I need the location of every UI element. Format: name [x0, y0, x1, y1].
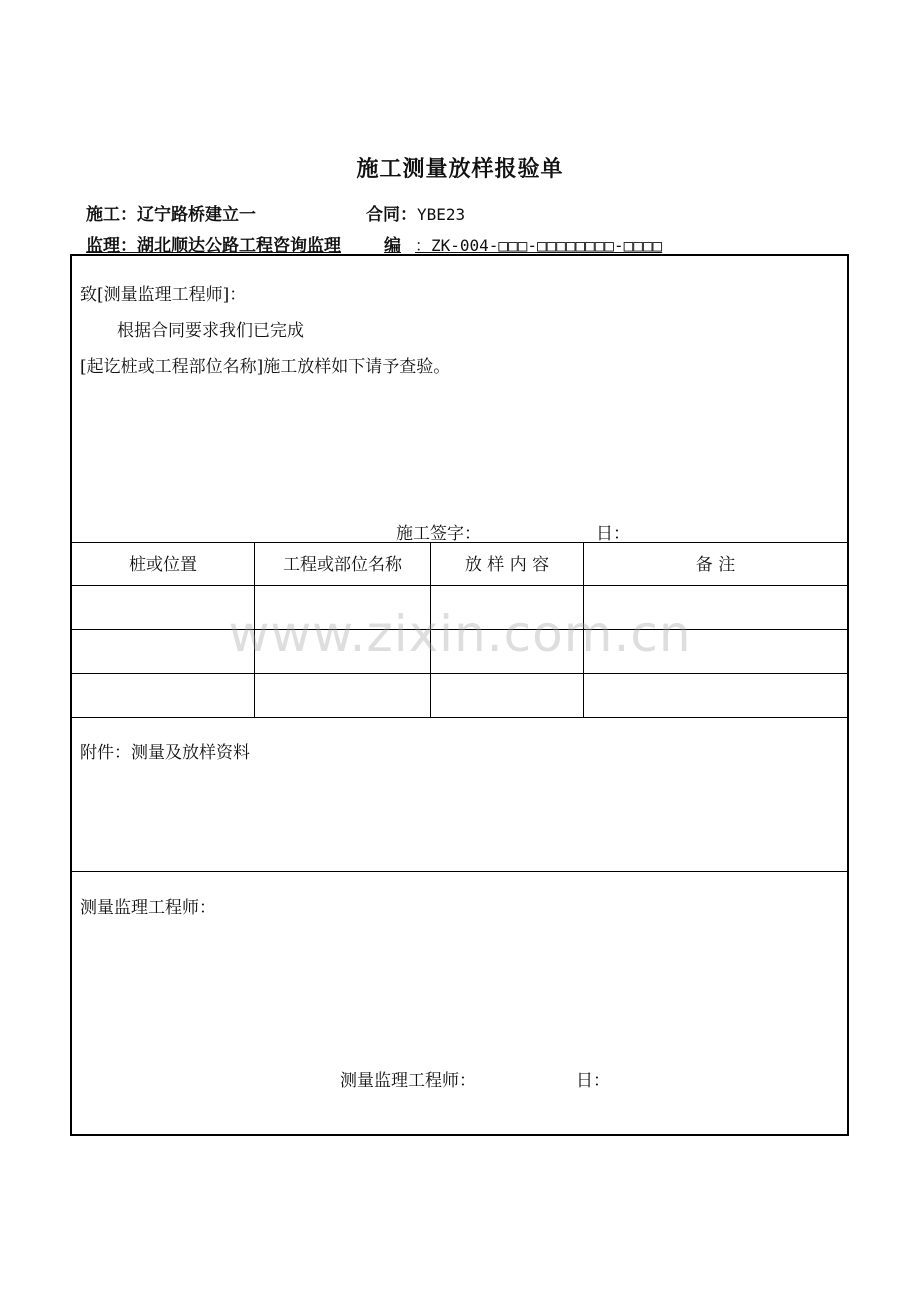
column-header-staking-content: 放 样 内 容 — [464, 555, 550, 575]
table-cell[interactable] — [431, 631, 583, 673]
contractor-date-label: 日： — [596, 524, 630, 544]
table-cell[interactable] — [584, 675, 847, 717]
table-cell[interactable] — [584, 631, 847, 673]
table-cell[interactable] — [431, 675, 583, 717]
section-divider — [72, 871, 847, 872]
page-title: 施工测量放样报验单 — [356, 157, 564, 182]
column-header-position: 桩或位置 — [129, 555, 197, 575]
table-cell[interactable] — [584, 587, 847, 629]
contractor-label: 施工： — [86, 205, 137, 225]
supervisor-line — [86, 231, 341, 256]
form-frame — [70, 254, 849, 1136]
engineer-date-label: 日： — [576, 1071, 610, 1091]
supervisor-label: 监理： — [86, 236, 137, 256]
code-label: 编 — [384, 236, 401, 256]
contractor-line — [86, 200, 256, 225]
contract-line — [366, 200, 465, 225]
table-top-border — [72, 542, 847, 543]
table-cell[interactable] — [72, 631, 254, 673]
contractor-sign-label: 施工签字： — [396, 524, 481, 544]
table-cell[interactable] — [72, 675, 254, 717]
watermark-text: www.zixin.com.cn — [228, 605, 692, 663]
table-cell[interactable] — [255, 631, 430, 673]
attachment-label: 附件：测量及放样资料 — [80, 743, 250, 763]
table-row-border — [72, 629, 847, 630]
engineer-opinion-label: 测量监理工程师： — [80, 898, 216, 918]
contract-label: 合同： — [366, 205, 417, 225]
contractor-value: 辽宁路桥建立一 — [137, 205, 256, 225]
supervisor-value: 湖北顺达公路工程咨询监理 — [137, 236, 341, 256]
engineer-sign-label: 测量监理工程师： — [340, 1071, 476, 1091]
code-value: ：ZK-004-□□□-□□□□□□□□-□□□□ — [415, 236, 663, 255]
table-cell[interactable] — [255, 675, 430, 717]
table-row-border — [72, 673, 847, 674]
table-bottom-border — [72, 717, 847, 718]
column-header-remarks: 备 注 — [695, 555, 736, 575]
request-body-line2: [起讫桩或工程部位名称]施工放样如下请予查验。 — [80, 357, 451, 377]
column-header-part-name: 工程或部位名称 — [283, 555, 402, 575]
request-body-line1: 根据合同要求我们已完成 — [117, 321, 304, 341]
code-line — [384, 231, 662, 256]
contract-value: YBE23 — [417, 205, 466, 224]
to-line: 致[测量监理工程师]： — [80, 285, 247, 305]
table-cell[interactable] — [431, 587, 583, 629]
table-cell[interactable] — [255, 587, 430, 629]
table-cell[interactable] — [72, 587, 254, 629]
